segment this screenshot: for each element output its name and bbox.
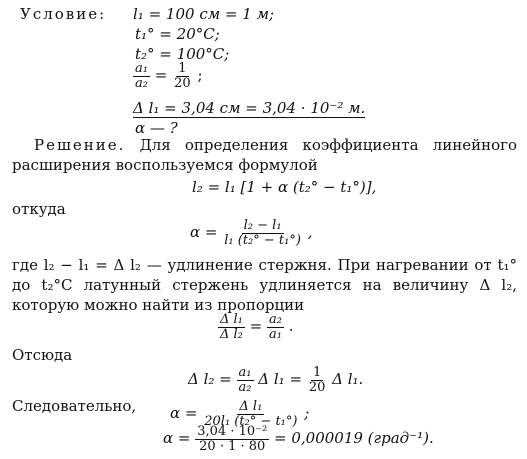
final1-end: ; xyxy=(304,404,310,423)
given-heading: Условие: xyxy=(20,5,107,23)
formula-proportion xyxy=(218,313,294,341)
alpha-fraction xyxy=(222,219,303,247)
dl2-den2: 20 xyxy=(308,379,326,395)
formula-alpha xyxy=(190,219,313,247)
ratio-end: ; xyxy=(197,66,203,85)
prop-eq: = xyxy=(249,317,263,336)
dl2-num1: a₁ xyxy=(238,365,252,380)
dl2-frac2 xyxy=(307,366,328,394)
prop-den2: a₁ xyxy=(269,326,282,342)
ratio-lhs-den: a₂ xyxy=(135,75,148,91)
final1-den: 20l₁ (t₂° − t₁°) xyxy=(204,413,298,429)
ratio-rhs-den: 20 xyxy=(174,75,191,91)
dl2-lhs: Δ l₂ = xyxy=(188,370,232,389)
solution-intro xyxy=(12,135,517,175)
text-whence: откуда xyxy=(12,200,66,218)
formula-expansion: l₂ = l₁ [1 + α (t₂° − t₁°)], xyxy=(192,178,377,196)
alpha-num: l₂ − l₁ xyxy=(243,218,282,233)
formula-dl2 xyxy=(188,366,363,394)
alpha-lhs: α = xyxy=(190,223,218,242)
ratio-rhs xyxy=(172,62,193,90)
prop-end: . xyxy=(288,317,294,336)
given-t1: t₁° = 20°C; xyxy=(135,25,220,43)
ratio-lhs xyxy=(133,62,150,90)
given-dl1: Δ l₁ = 3,04 см = 3,04 · 10⁻² м. xyxy=(133,99,366,117)
solution-intro-text: Для определения коэффициента линейного расширения воспользуемся формулой xyxy=(12,136,517,174)
final2-lhs: α = xyxy=(163,429,191,448)
final2-fraction xyxy=(195,425,269,453)
dl2-num2: 1 xyxy=(312,365,322,380)
prop-num1: Δ l₁ xyxy=(220,312,243,327)
prop-den1: Δ l₂ xyxy=(220,326,243,342)
final1-num: Δ l₁ xyxy=(239,399,263,414)
where-paragraph: где l₂ − l₁ = Δ l₂ — удлинение стержня. При нагревании от t₁° до t₂°С латунный стержень удлиняется на величину Δ l₂, которую можно найти из пропорции xyxy=(12,256,517,314)
final2-num: 3,04 · 10⁻² xyxy=(197,424,268,439)
ratio-eq: = xyxy=(154,66,168,85)
solution-label: Решение. xyxy=(34,136,126,154)
given-ratio xyxy=(133,62,203,90)
given-unknown: α — ? xyxy=(135,119,178,137)
dl2-end: Δ l₁. xyxy=(332,370,364,389)
dl2-mid: Δ l₁ = xyxy=(258,370,303,389)
ratio-lhs-num: a₁ xyxy=(135,61,148,76)
ratio-rhs-num: 1 xyxy=(178,61,187,76)
alpha-den: l₁ (t₂° − t₁°) xyxy=(224,232,301,248)
alpha-end: , xyxy=(307,223,313,242)
text-hence: Отсюда xyxy=(12,346,73,364)
prop-right xyxy=(267,313,284,341)
prop-num2: a₂ xyxy=(269,312,282,327)
formula-final-numeric xyxy=(163,425,434,453)
final2-rhs: = 0,000019 (град⁻¹). xyxy=(274,429,434,448)
prop-left xyxy=(218,313,245,341)
final1-lhs: α = xyxy=(170,404,198,423)
dl2-frac1 xyxy=(237,366,254,394)
dl2-den1: a₂ xyxy=(238,379,252,395)
final2-den: 20 · 1 · 80 xyxy=(199,438,266,454)
given-t2: t₂° = 100°C; xyxy=(135,45,230,63)
given-l1: l₁ = 100 см = 1 м; xyxy=(133,5,275,23)
text-therefore: Следовательно, xyxy=(12,397,137,415)
